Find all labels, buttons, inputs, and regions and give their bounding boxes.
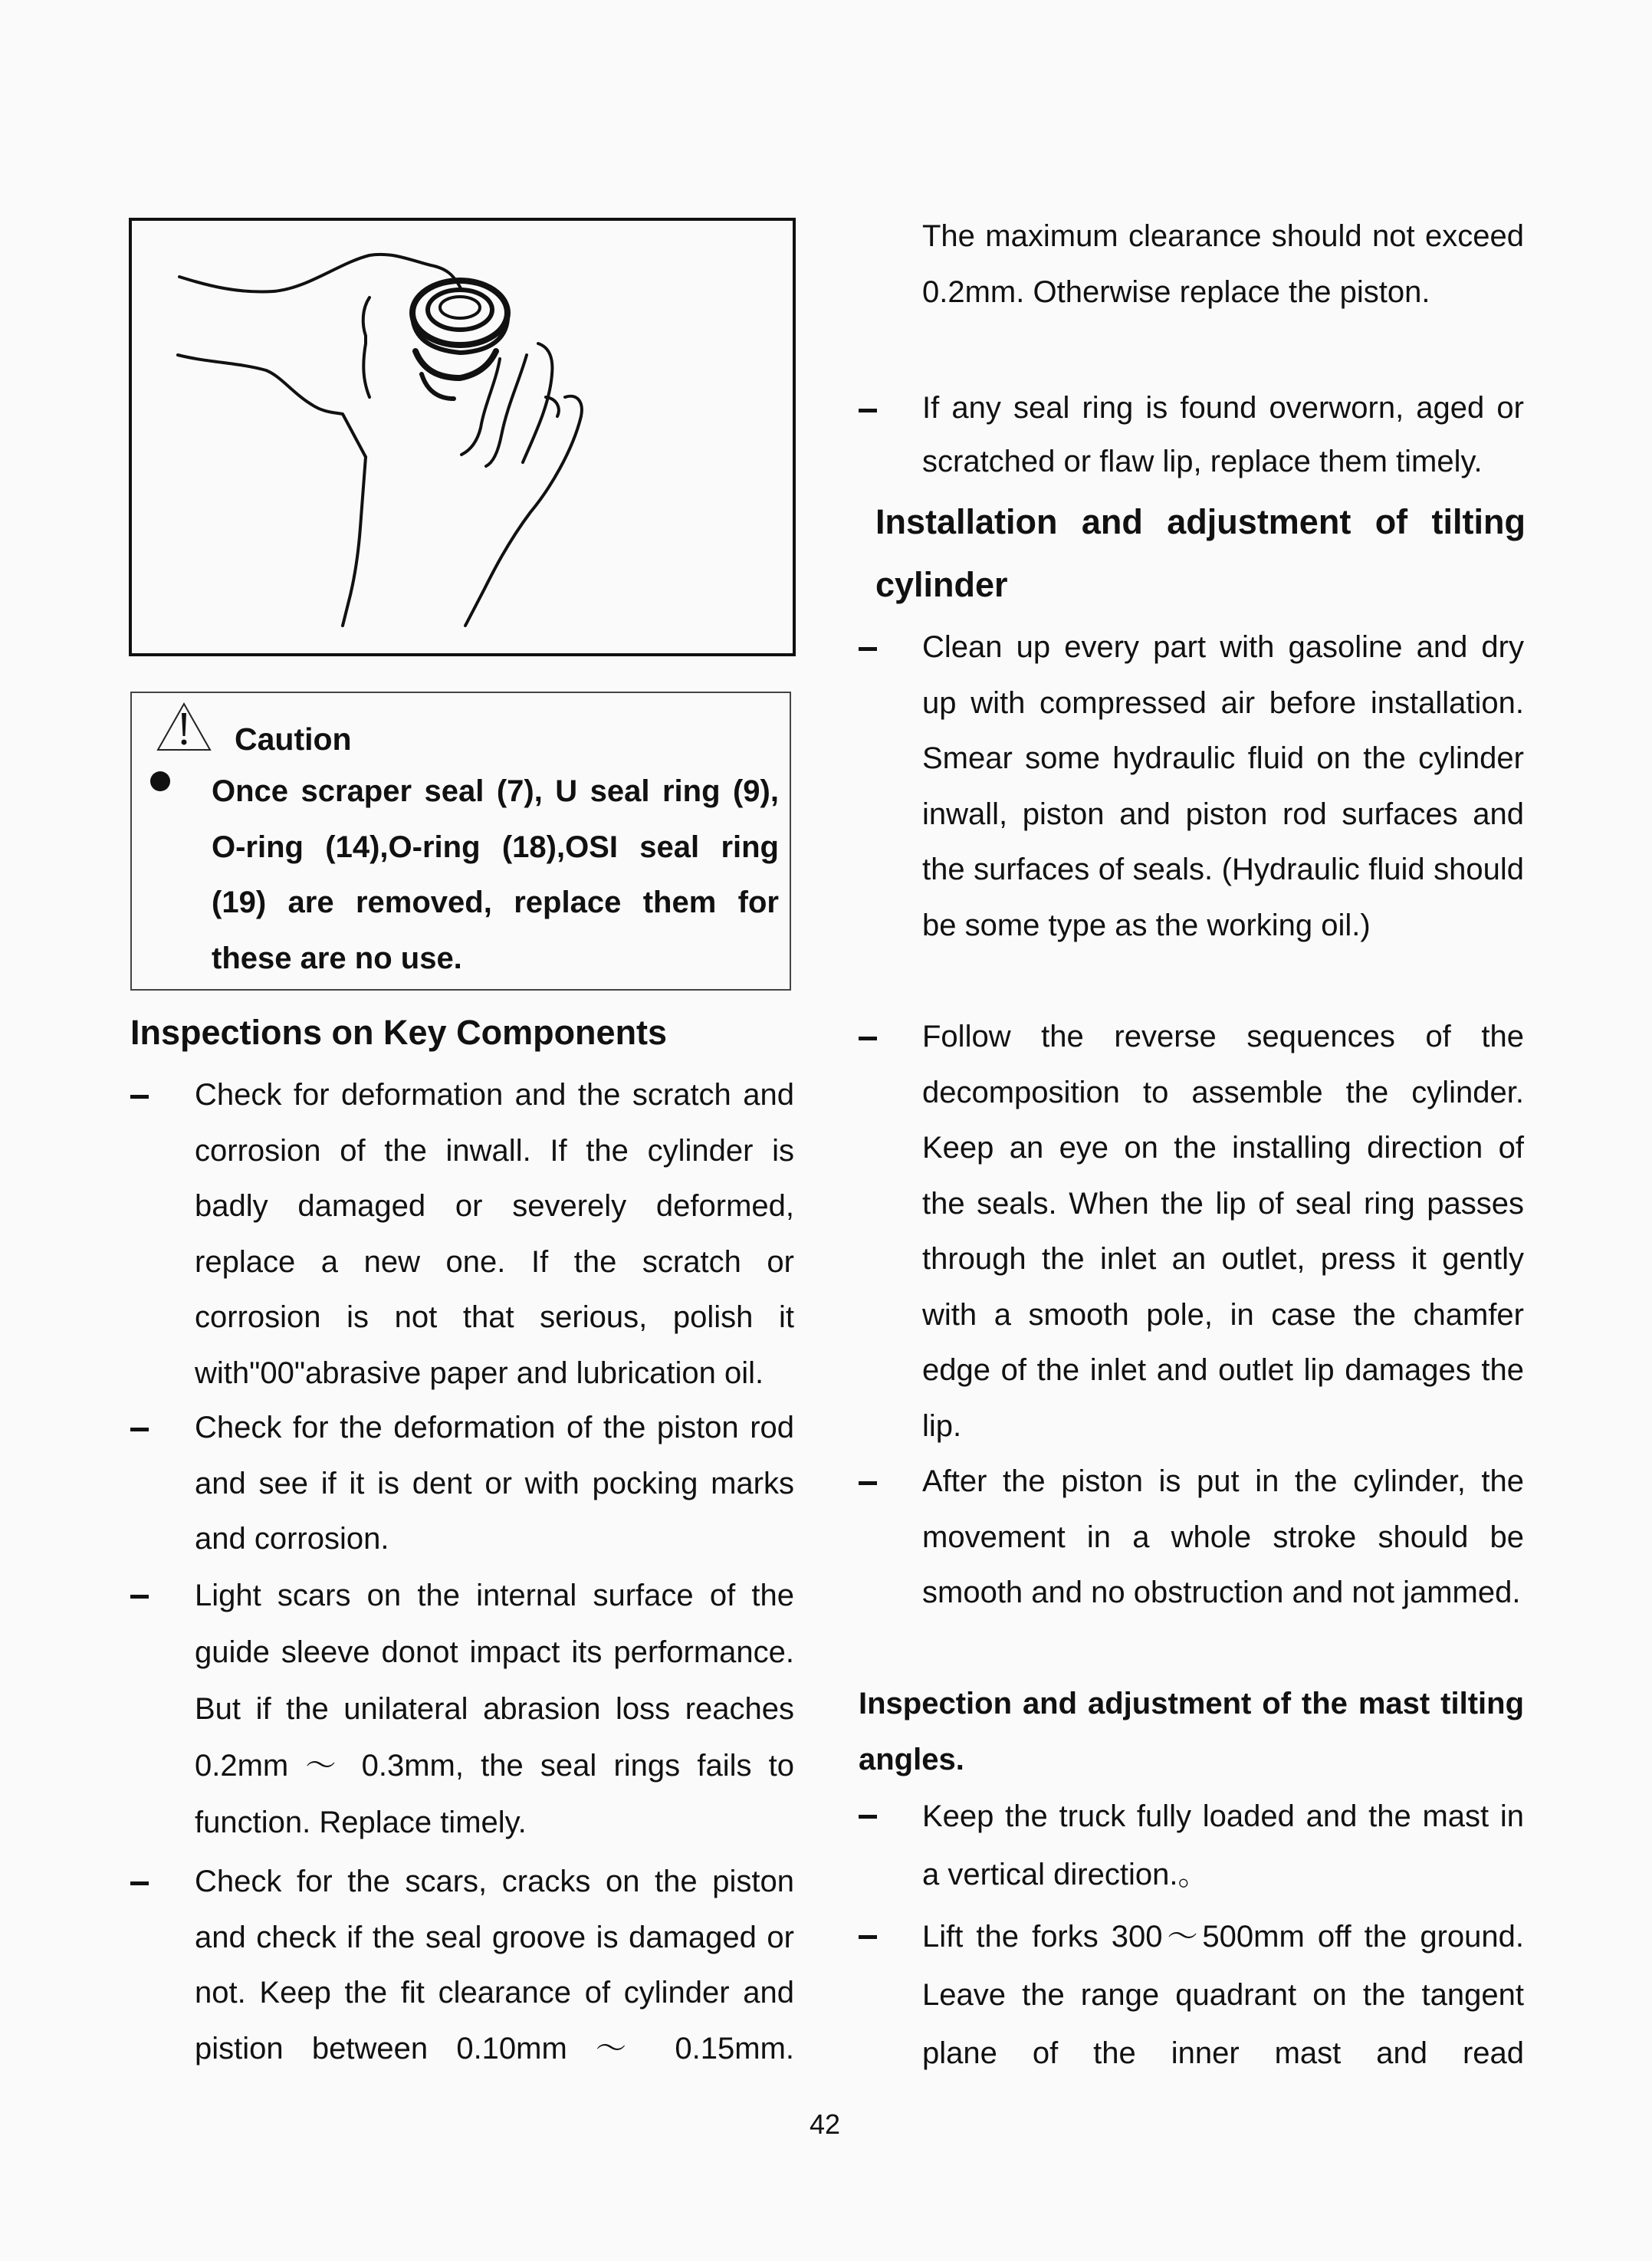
- continuation-text: The maximum clearance should not exceed 0.2mm. Otherwise replace the piston.: [922, 219, 1524, 309]
- warning-triangle-icon: [155, 701, 213, 753]
- caution-title: Caution: [235, 721, 352, 757]
- list-item: [859, 1908, 1524, 2082]
- list-item: [130, 1400, 794, 1567]
- caution-box: [130, 692, 791, 991]
- hands-seal-illustration: [132, 221, 793, 653]
- dash-bullet-icon: [859, 381, 877, 437]
- list-item-text: Check for the deformation of the piston rod and see if it is dent or with pocking marks and corrosion.: [195, 1411, 794, 1556]
- list-item-text: Check for the scars, cracks on the piston and check if the seal groove is damaged or not. Keep the fit clearance of cylinder and pistion between 0.10mm ～ 0.15mm.: [195, 1865, 794, 2065]
- section-heading-inspections: Inspections on Key Components: [130, 1013, 668, 1052]
- dash-bullet-icon: [130, 1400, 149, 1456]
- dash-bullet-icon: [859, 1908, 877, 1964]
- dash-bullet-icon: [130, 1567, 149, 1623]
- list-item: [130, 1854, 794, 2076]
- dash-bullet-icon: [859, 1787, 877, 1843]
- list-item: [859, 1787, 1524, 1904]
- list-item-text: After the piston is put in the cylinder, the movement in a whole stroke should be smooth and no obstruction and not jammed.: [922, 1464, 1524, 1609]
- dash-bullet-icon: [859, 1009, 877, 1065]
- dash-bullet-icon: [130, 1067, 149, 1123]
- section-heading-installation-text: Installation and adjustment of tilting cylinder: [875, 502, 1526, 604]
- list-item-text: Check for deformation and the scratch and corrosion of the inwall. If the cylinder is badly damaged or severely deformed, replace a new one. If the scratch or corrosion is not that serious, polish it with"00"abrasive paper and lubrication oil.: [195, 1078, 794, 1390]
- list-item: [859, 619, 1524, 953]
- caution-text: Once scraper seal (7), U seal ring (9), O-ring (14),O-ring (18),OSI seal ring (19) are removed, replace them for these are no use.: [212, 774, 779, 975]
- section-heading-mast-inspection: Inspection and adjustment of the mast tilting angles.: [859, 1687, 1524, 1776]
- list-item-text: Light scars on the internal surface of the guide sleeve donot impact its performance. But if the unilateral abrasion loss reaches 0.2mm ～ 0.3mm, the seal rings fails to function. Replace timely.: [195, 1579, 794, 1839]
- list-item: [859, 1454, 1524, 1621]
- list-item-text: Lift the forks 300～500mm off the ground. Leave the range quadrant on the tangent plane of the inner mast and read: [922, 1920, 1524, 2070]
- list-item-text: Follow the reverse sequences of the decomposition to assemble the cylinder. Keep an eye on the installing direction of the seals. When the lip of seal ring passes through the inlet an outlet, press it gently with a smooth pole, in case the chamfer edge of the inlet and outlet lip damages the lip.: [922, 1020, 1524, 1443]
- figure-hands-holding-seal: [129, 218, 796, 656]
- list-item-text: Clean up every part with gasoline and dry up with compressed air before installation. Smear some hydraulic fluid on the cylinder inwall, piston and piston rod surfaces and the surfaces of seals. (Hydraulic fluid should be some type as the working oil.): [922, 630, 1524, 942]
- bullet-dot-icon: [150, 771, 170, 791]
- list-item: [859, 1009, 1524, 1454]
- list-item: [859, 381, 1524, 488]
- list-item: [130, 1067, 794, 1401]
- caution-header: [155, 701, 352, 757]
- dash-bullet-icon: [859, 1454, 877, 1510]
- list-item: [130, 1567, 794, 1851]
- section-heading-installation: [875, 491, 1526, 616]
- list-item-text: If any seal ring is found overworn, aged or scratched or flaw lip, replace them timely.: [922, 391, 1524, 478]
- page-number: 42: [810, 2108, 841, 2140]
- list-item-text: Keep the truck fully loaded and the mast in a vertical direction.。: [922, 1799, 1524, 1891]
- dash-bullet-icon: [130, 1854, 149, 1910]
- dash-bullet-icon: [859, 619, 877, 675]
